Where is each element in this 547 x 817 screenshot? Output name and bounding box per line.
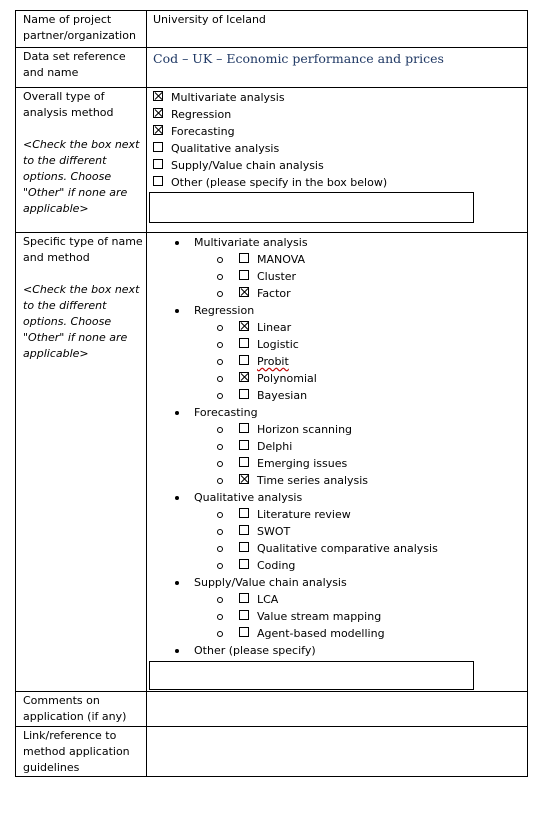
bullet-dot — [175, 649, 179, 653]
method-option[interactable] — [147, 285, 527, 302]
bullet-dot — [175, 411, 179, 415]
method-option-label: Factor — [257, 287, 291, 300]
sub-bullet-icon — [217, 444, 223, 450]
method-group — [147, 302, 527, 319]
overall-option[interactable] — [153, 106, 527, 123]
method-option-label: Literature review — [257, 508, 351, 521]
sub-bullet-icon — [217, 546, 223, 552]
checkbox-icon[interactable] — [239, 457, 249, 467]
specific-label-text: Specific type of name and method — [23, 235, 143, 264]
method-option-label: Value stream mapping — [257, 610, 382, 623]
bullet-dot — [175, 241, 179, 245]
method-group-title: Multivariate analysis — [194, 236, 308, 249]
method-option-label: Agent-based modelling — [257, 627, 385, 640]
sub-bullet-icon — [217, 631, 223, 637]
other-bullet — [147, 642, 527, 659]
checked-checkbox-icon[interactable] — [239, 474, 249, 484]
row-specific-type — [16, 233, 528, 692]
specific-label — [16, 233, 146, 362]
method-form-table — [15, 10, 528, 777]
row-partner — [16, 11, 528, 48]
sub-bullet-icon — [217, 325, 223, 331]
overall-option[interactable] — [153, 157, 527, 174]
checked-checkbox-icon[interactable] — [239, 372, 249, 382]
checkbox-icon[interactable] — [239, 610, 249, 620]
method-option-label: Emerging issues — [257, 457, 348, 470]
checkbox-icon[interactable] — [239, 355, 249, 365]
checkbox-icon[interactable] — [239, 627, 249, 637]
row-overall-type — [16, 88, 528, 233]
method-option[interactable] — [147, 625, 527, 642]
specific-other-input[interactable] — [149, 661, 474, 690]
method-group-title: Forecasting — [194, 406, 258, 419]
overall-label — [16, 88, 146, 217]
sub-bullet-icon — [217, 342, 223, 348]
method-option[interactable] — [147, 370, 527, 387]
sub-bullet-icon — [217, 291, 223, 297]
overall-other-input[interactable] — [149, 192, 474, 223]
method-option[interactable] — [147, 336, 527, 353]
row-dataset — [16, 48, 528, 88]
overall-hint: <Check the box next to the different options. Choose "Other" if none are applicable> — [23, 138, 140, 215]
checked-checkbox-icon[interactable] — [153, 125, 163, 135]
method-group — [147, 574, 527, 591]
sub-bullet-icon — [217, 359, 223, 365]
comments-value[interactable] — [147, 692, 527, 693]
method-option-label: LCA — [257, 593, 279, 606]
method-option-label: MANOVA — [257, 253, 306, 266]
checkbox-icon[interactable] — [239, 253, 249, 263]
link-value[interactable] — [147, 727, 527, 728]
checkbox-icon[interactable] — [239, 508, 249, 518]
overall-option-label: Qualitative analysis — [171, 142, 280, 155]
checkbox-icon[interactable] — [239, 593, 249, 603]
sub-bullet-icon — [217, 597, 223, 603]
sub-bullet-icon — [217, 461, 223, 467]
method-option-label: Logistic — [257, 338, 299, 351]
checkbox-icon[interactable] — [239, 542, 249, 552]
overall-option-label: Regression — [171, 108, 232, 121]
method-option[interactable] — [147, 608, 527, 625]
method-group — [147, 404, 527, 421]
method-option[interactable] — [147, 540, 527, 557]
checkbox-icon[interactable] — [239, 440, 249, 450]
checkbox-icon[interactable] — [239, 338, 249, 348]
other-bullet-label: Other (please specify) — [194, 644, 316, 657]
checkbox-icon[interactable] — [239, 559, 249, 569]
method-option[interactable] — [147, 353, 527, 370]
checked-checkbox-icon[interactable] — [153, 108, 163, 118]
checkbox-icon[interactable] — [239, 525, 249, 535]
method-group — [147, 234, 527, 251]
method-option[interactable] — [147, 438, 527, 455]
method-option[interactable] — [147, 557, 527, 574]
overall-options — [147, 88, 527, 191]
sub-bullet-icon — [217, 257, 223, 263]
bullet-dot — [175, 309, 179, 313]
method-option-label: Bayesian — [257, 389, 308, 402]
dataset-value: Cod – UK – Economic performance and prices — [153, 51, 444, 66]
method-option-label: Polynomial — [257, 372, 317, 385]
method-option[interactable] — [147, 421, 527, 438]
overall-option-label: Multivariate analysis — [171, 91, 285, 104]
specific-hint: <Check the box next to the different options. Choose "Other" if none are applicable> — [23, 283, 140, 360]
method-group-title: Supply/Value chain analysis — [194, 576, 347, 589]
row-link — [16, 727, 528, 777]
sub-bullet-icon — [217, 529, 223, 535]
method-group — [147, 489, 527, 506]
dataset-label: Data set reference and name — [23, 50, 126, 79]
overall-option[interactable] — [153, 174, 527, 191]
method-option-label: SWOT — [257, 525, 291, 538]
method-option[interactable] — [147, 472, 527, 489]
partner-label: Name of project partner/organization — [23, 13, 136, 42]
bullet-dot — [175, 496, 179, 500]
method-option[interactable] — [147, 455, 527, 472]
method-option[interactable] — [147, 506, 527, 523]
checked-checkbox-icon[interactable] — [239, 287, 249, 297]
checkbox-icon[interactable] — [239, 389, 249, 399]
method-option-label: Horizon scanning — [257, 423, 353, 436]
method-option[interactable] — [147, 523, 527, 540]
checkbox-icon[interactable] — [239, 270, 249, 280]
comments-label: Comments on application (if any) — [23, 694, 127, 723]
method-option-label: Coding — [257, 559, 296, 572]
method-option-label: Probit — [257, 355, 289, 368]
sub-bullet-icon — [217, 512, 223, 518]
partner-value: University of Iceland — [153, 13, 266, 26]
method-group-title: Qualitative analysis — [194, 491, 303, 504]
method-option[interactable] — [147, 591, 527, 608]
row-comments — [16, 692, 528, 727]
checkbox-icon[interactable] — [239, 423, 249, 433]
link-label: Link/reference to method application guidelines — [23, 729, 130, 774]
overall-option-label: Other (please specify in the box below) — [171, 176, 388, 189]
method-option-label: Cluster — [257, 270, 297, 283]
method-option-label: Qualitative comparative analysis — [257, 542, 438, 555]
sub-bullet-icon — [217, 393, 223, 399]
sub-bullet-icon — [217, 563, 223, 569]
checkbox-icon[interactable] — [153, 142, 163, 152]
method-option[interactable] — [147, 387, 527, 404]
bullet-dot — [175, 581, 179, 585]
specific-groups — [147, 233, 527, 642]
method-option-label: Linear — [257, 321, 292, 334]
checkbox-icon[interactable] — [153, 176, 163, 186]
overall-option-label: Supply/Value chain analysis — [171, 159, 324, 172]
checked-checkbox-icon[interactable] — [153, 91, 163, 101]
checkbox-icon[interactable] — [153, 159, 163, 169]
overall-option[interactable] — [153, 140, 527, 157]
overall-option[interactable] — [153, 123, 527, 140]
checked-checkbox-icon[interactable] — [239, 321, 249, 331]
sub-bullet-icon — [217, 478, 223, 484]
sub-bullet-icon — [217, 376, 223, 382]
overall-option[interactable] — [153, 89, 527, 106]
method-option[interactable] — [147, 268, 527, 285]
overall-option-label: Forecasting — [171, 125, 235, 138]
method-option[interactable] — [147, 319, 527, 336]
sub-bullet-icon — [217, 274, 223, 280]
sub-bullet-icon — [217, 614, 223, 620]
method-option[interactable] — [147, 251, 527, 268]
method-option-label: Delphi — [257, 440, 293, 453]
sub-bullet-icon — [217, 427, 223, 433]
method-option-label: Time series analysis — [257, 474, 369, 487]
overall-label-text: Overall type of analysis method — [23, 90, 114, 119]
method-group-title: Regression — [194, 304, 255, 317]
